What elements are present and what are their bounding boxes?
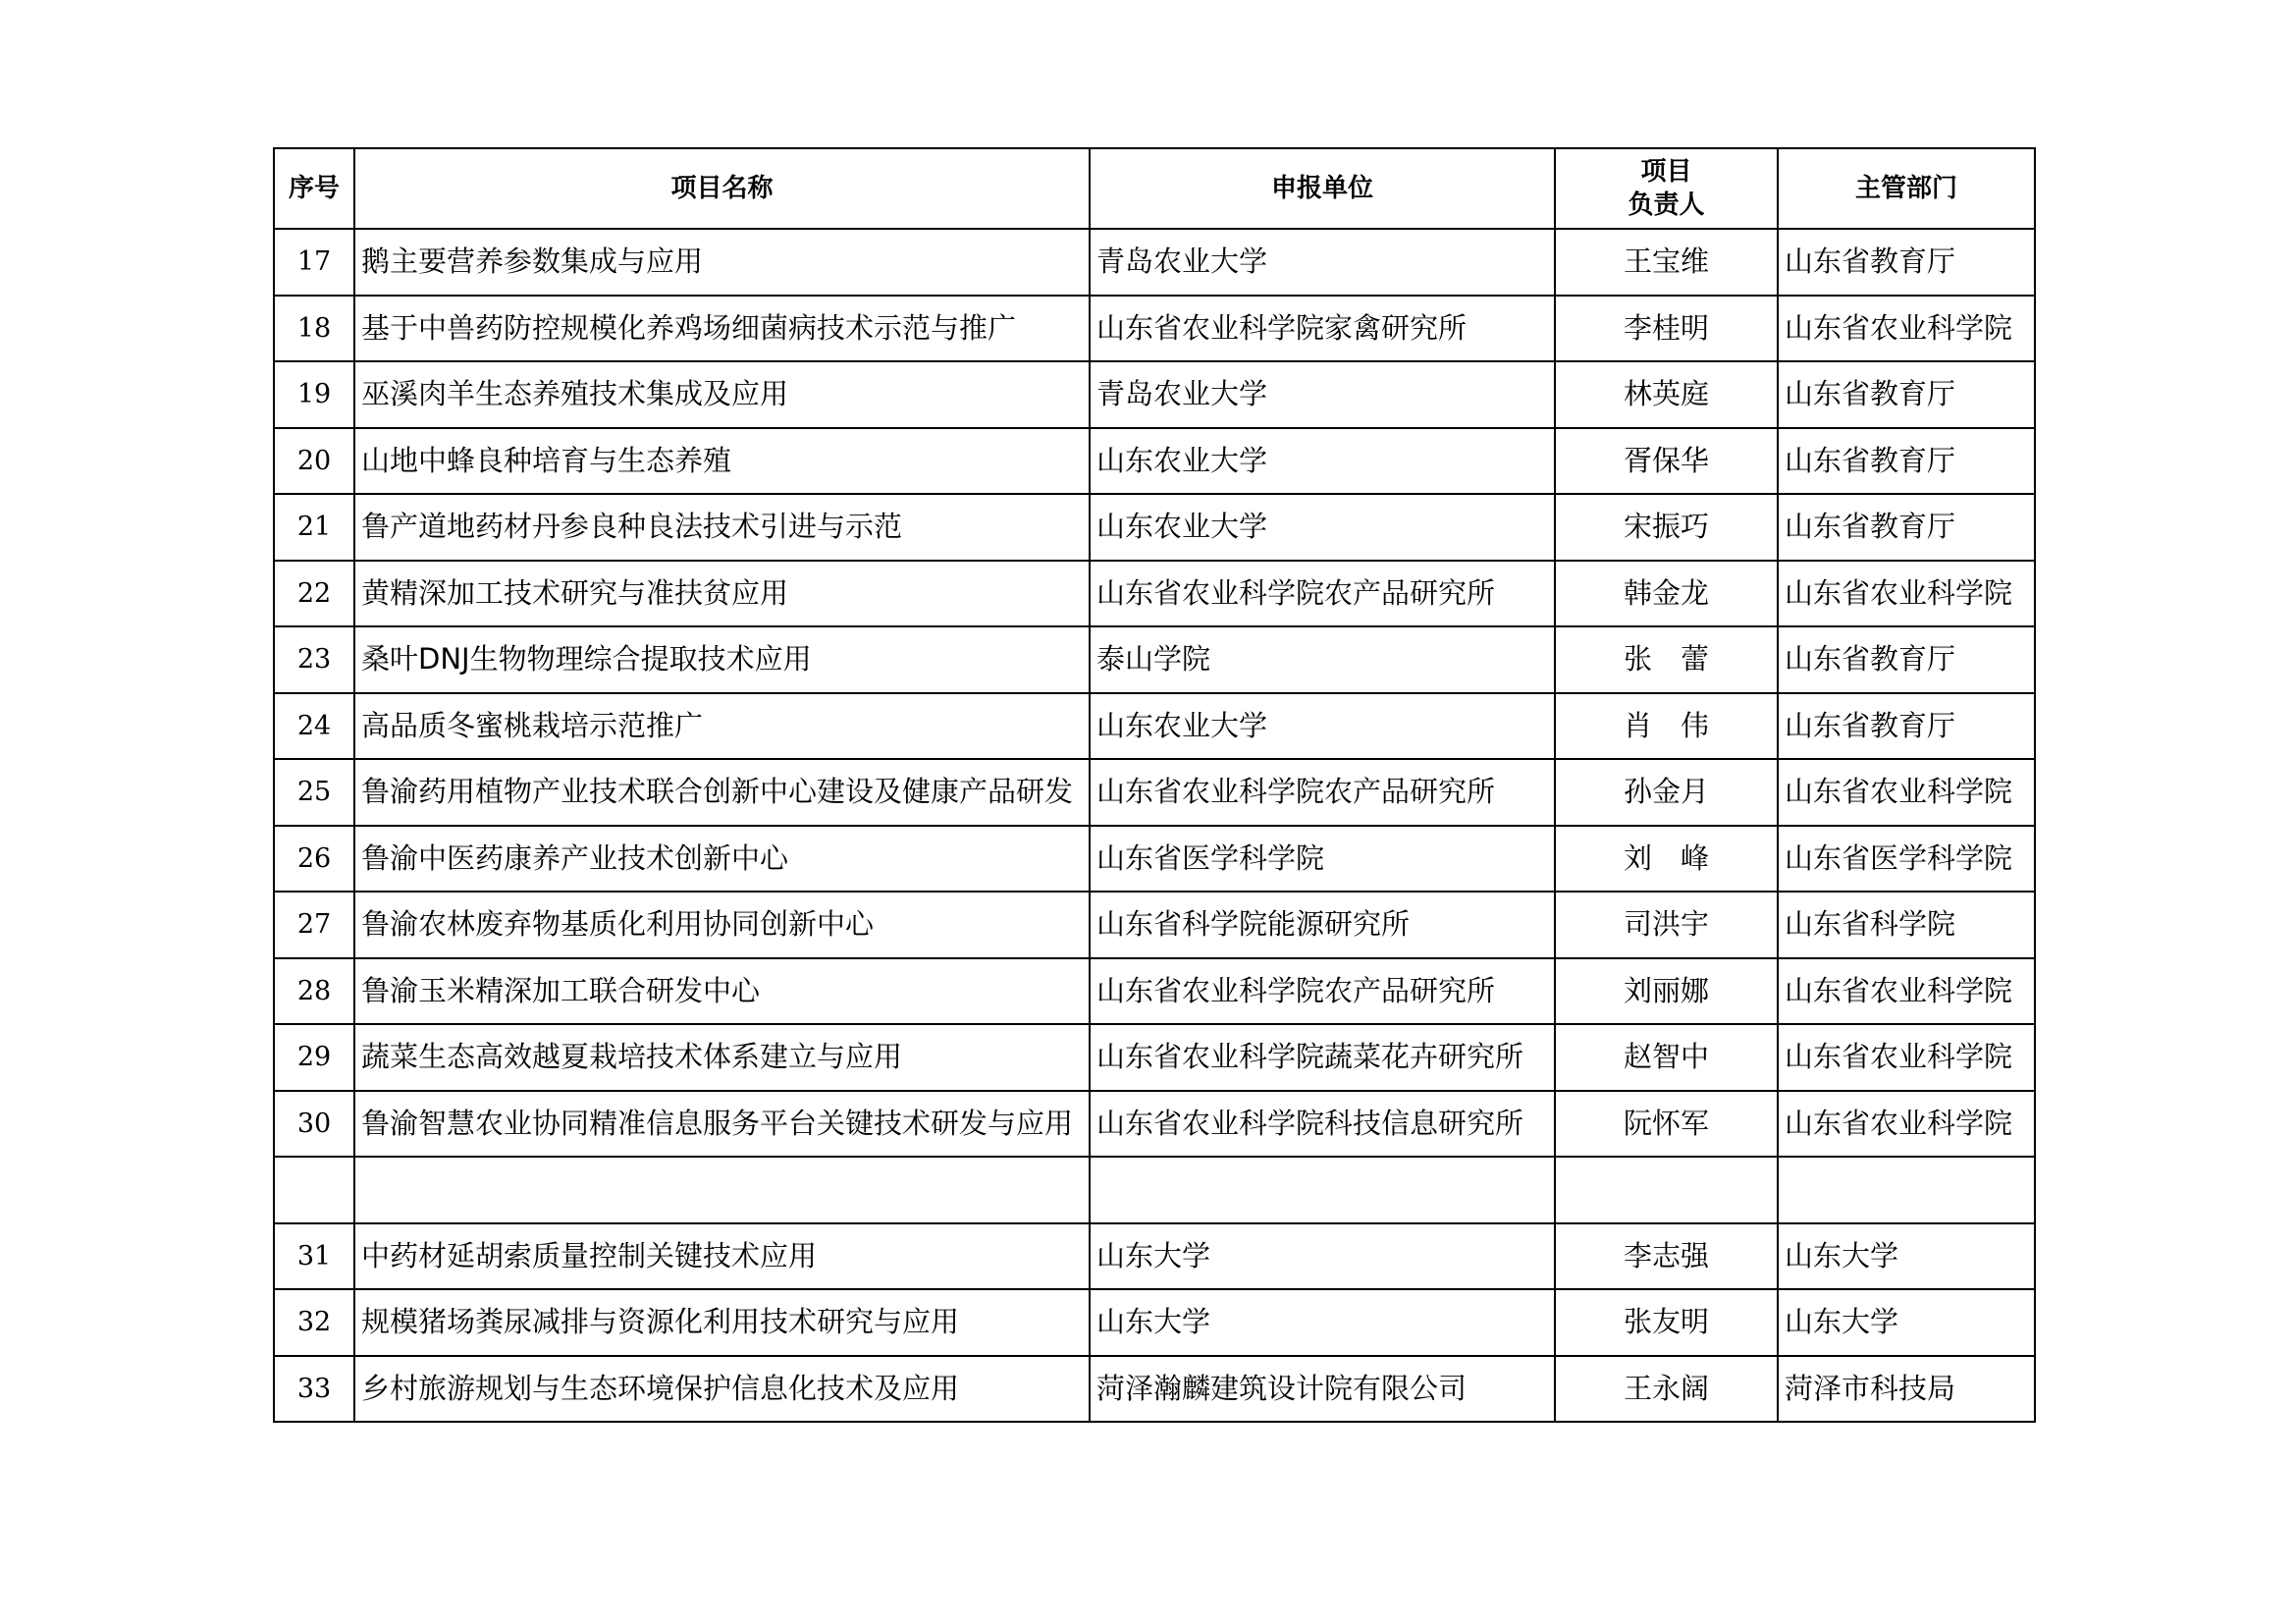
cell-no: 32 — [274, 1289, 354, 1356]
cell-supervising-dept: 山东省教育厅 — [1778, 229, 2035, 296]
table-row — [274, 296, 2035, 362]
cell-no: 19 — [274, 361, 354, 428]
cell-project-leader: 肖 伟 — [1555, 693, 1778, 760]
cell-project-leader: 李桂明 — [1555, 296, 1778, 362]
cell-project-name — [354, 958, 1090, 1025]
cell-applicant-unit-text: 山东省农业科学院农产品研究所 — [1096, 776, 1496, 809]
cell-project-name-text: 鲁渝药用植物产业技术联合创新中心建设及健康产品研发 — [361, 776, 1074, 809]
cell-supervising-dept: 山东省农业科学院 — [1778, 1091, 2035, 1158]
cell-applicant-unit-text: 山东农业大学 — [1096, 511, 1268, 544]
cell-supervising-dept — [1778, 1157, 2035, 1223]
cell-applicant-unit-text: 山东省农业科学院家禽研究所 — [1096, 311, 1468, 345]
cell-project-name-text: 乡村旅游规划与生态环境保护信息化技术及应用 — [361, 1372, 960, 1405]
cell-project-name-text: 鲁渝玉米精深加工联合研发中心 — [361, 974, 761, 1007]
cell-project-name — [354, 229, 1090, 296]
cell-project-name — [354, 693, 1090, 760]
cell-project-leader: 李志强 — [1555, 1223, 1778, 1290]
cell-project-name — [354, 1091, 1090, 1158]
cell-project-name — [354, 892, 1090, 958]
table-row — [274, 1157, 2035, 1223]
cell-project-leader: 韩金龙 — [1555, 561, 1778, 627]
cell-project-name-text: 高品质冬蜜桃栽培示范推广 — [361, 709, 704, 742]
cell-applicant-unit-text: 山东省医学科学院 — [1096, 841, 1325, 875]
cell-project-name-text: 蔬菜生态高效越夏栽培技术体系建立与应用 — [361, 1041, 903, 1074]
cell-project-name — [354, 626, 1090, 693]
header-applicant-unit: 申报单位 — [1090, 148, 1555, 229]
cell-supervising-dept: 山东省教育厅 — [1778, 361, 2035, 428]
cell-project-name-text: 巫溪肉羊生态养殖技术集成及应用 — [361, 378, 789, 411]
cell-applicant-unit — [1090, 229, 1555, 296]
cell-supervising-dept: 山东省教育厅 — [1778, 693, 2035, 760]
cell-project-name — [354, 1356, 1090, 1423]
table-row — [274, 229, 2035, 296]
cell-supervising-dept: 山东省农业科学院 — [1778, 561, 2035, 627]
cell-project-leader: 王宝维 — [1555, 229, 1778, 296]
cell-applicant-unit-text: 山东省农业科学院科技信息研究所 — [1096, 1107, 1524, 1140]
cell-project-name-text: 山地中蜂良种培育与生态养殖 — [361, 444, 732, 477]
header-project-leader-line1: 项目 — [1640, 157, 1692, 187]
cell-no: 24 — [274, 693, 354, 760]
cell-no: 21 — [274, 494, 354, 561]
header-project-leader-line2: 负责人 — [1628, 190, 1705, 220]
header-supervising-dept: 主管部门 — [1778, 148, 2035, 229]
cell-applicant-unit — [1090, 759, 1555, 826]
cell-project-leader — [1555, 1157, 1778, 1223]
cell-project-name — [354, 296, 1090, 362]
cell-project-leader: 张友明 — [1555, 1289, 1778, 1356]
table-row — [274, 561, 2035, 627]
cell-applicant-unit-text: 山东省农业科学院蔬菜花卉研究所 — [1096, 1041, 1524, 1074]
cell-project-name-text: 中药材延胡索质量控制关键技术应用 — [361, 1239, 818, 1272]
table-row — [274, 1289, 2035, 1356]
cell-applicant-unit-text: 青岛农业大学 — [1096, 245, 1268, 279]
cell-applicant-unit-text: 山东农业大学 — [1096, 709, 1268, 742]
cell-project-leader: 宋振巧 — [1555, 494, 1778, 561]
cell-no: 23 — [274, 626, 354, 693]
cell-applicant-unit — [1090, 296, 1555, 362]
project-table — [273, 147, 2036, 1423]
cell-project-name — [354, 561, 1090, 627]
cell-project-leader: 刘 峰 — [1555, 826, 1778, 893]
cell-applicant-unit-text: 山东省农业科学院农产品研究所 — [1096, 974, 1496, 1007]
cell-applicant-unit — [1090, 361, 1555, 428]
cell-project-leader: 司洪宇 — [1555, 892, 1778, 958]
cell-applicant-unit-text: 菏泽瀚麟建筑设计院有限公司 — [1096, 1372, 1468, 1405]
cell-project-leader: 孙金月 — [1555, 759, 1778, 826]
cell-supervising-dept: 山东大学 — [1778, 1223, 2035, 1290]
table-row — [274, 1091, 2035, 1158]
table-row — [274, 826, 2035, 893]
cell-no: 27 — [274, 892, 354, 958]
cell-no — [274, 1157, 354, 1223]
cell-applicant-unit — [1090, 1223, 1555, 1290]
cell-supervising-dept: 山东省教育厅 — [1778, 626, 2035, 693]
cell-project-leader: 刘丽娜 — [1555, 958, 1778, 1025]
cell-applicant-unit — [1090, 626, 1555, 693]
cell-supervising-dept: 山东省教育厅 — [1778, 428, 2035, 495]
cell-project-name-text: 鹅主要营养参数集成与应用 — [361, 245, 704, 279]
cell-project-leader: 林英庭 — [1555, 361, 1778, 428]
cell-project-name-text: 鲁渝智慧农业协同精准信息服务平台关键技术研发与应用 — [361, 1107, 1074, 1140]
header-project-name: 项目名称 — [354, 148, 1090, 229]
table-row — [274, 626, 2035, 693]
cell-applicant-unit — [1090, 1091, 1555, 1158]
cell-applicant-unit — [1090, 1356, 1555, 1423]
cell-project-name-text: 黄精深加工技术研究与准扶贫应用 — [361, 576, 789, 610]
cell-project-name-text: 鲁渝中医药康养产业技术创新中心 — [361, 841, 789, 875]
cell-applicant-unit-text: 山东省科学院能源研究所 — [1096, 908, 1411, 942]
cell-project-name — [354, 1157, 1090, 1223]
table-body — [274, 229, 2035, 1422]
cell-project-leader: 王永阔 — [1555, 1356, 1778, 1423]
cell-project-name — [354, 428, 1090, 495]
cell-project-name-text: 鲁产道地药材丹参良种良法技术引进与示范 — [361, 511, 903, 544]
cell-no: 20 — [274, 428, 354, 495]
cell-applicant-unit — [1090, 1024, 1555, 1091]
table-row — [274, 361, 2035, 428]
cell-supervising-dept: 山东省医学科学院 — [1778, 826, 2035, 893]
cell-project-name-text: 规模猪场粪尿减排与资源化利用技术研究与应用 — [361, 1306, 960, 1339]
cell-project-name — [354, 759, 1090, 826]
cell-no: 17 — [274, 229, 354, 296]
header-no: 序号 — [274, 148, 354, 229]
table-row — [274, 693, 2035, 760]
cell-no: 28 — [274, 958, 354, 1025]
cell-applicant-unit — [1090, 561, 1555, 627]
cell-no: 33 — [274, 1356, 354, 1423]
cell-project-name-text: 桑叶DNJ生物物理综合提取技术应用 — [361, 643, 812, 677]
cell-no: 31 — [274, 1223, 354, 1290]
cell-supervising-dept: 山东省教育厅 — [1778, 494, 2035, 561]
table-row — [274, 428, 2035, 495]
cell-no: 25 — [274, 759, 354, 826]
cell-applicant-unit — [1090, 892, 1555, 958]
cell-supervising-dept: 山东省农业科学院 — [1778, 296, 2035, 362]
cell-project-name — [354, 494, 1090, 561]
cell-project-name-text: 基于中兽药防控规模化养鸡场细菌病技术示范与推广 — [361, 311, 1017, 345]
cell-applicant-unit — [1090, 693, 1555, 760]
cell-applicant-unit-text: 山东农业大学 — [1096, 444, 1268, 477]
cell-applicant-unit — [1090, 1157, 1555, 1223]
table-row — [274, 1024, 2035, 1091]
cell-project-name-text: 鲁渝农林废弃物基质化利用协同创新中心 — [361, 908, 875, 942]
table-row — [274, 494, 2035, 561]
cell-no: 26 — [274, 826, 354, 893]
cell-project-leader: 胥保华 — [1555, 428, 1778, 495]
cell-applicant-unit — [1090, 1289, 1555, 1356]
cell-project-name — [354, 1223, 1090, 1290]
cell-supervising-dept: 山东省农业科学院 — [1778, 759, 2035, 826]
cell-no: 22 — [274, 561, 354, 627]
cell-project-name — [354, 1289, 1090, 1356]
table-header-row — [274, 148, 2035, 229]
table-row — [274, 892, 2035, 958]
cell-applicant-unit — [1090, 826, 1555, 893]
cell-applicant-unit-text: 山东大学 — [1096, 1239, 1211, 1272]
cell-project-name — [354, 826, 1090, 893]
cell-project-name — [354, 1024, 1090, 1091]
cell-supervising-dept: 山东省农业科学院 — [1778, 1024, 2035, 1091]
cell-applicant-unit — [1090, 428, 1555, 495]
cell-applicant-unit-text: 泰山学院 — [1096, 643, 1211, 677]
cell-supervising-dept: 山东省科学院 — [1778, 892, 2035, 958]
cell-applicant-unit-text: 青岛农业大学 — [1096, 378, 1268, 411]
cell-project-leader: 赵智中 — [1555, 1024, 1778, 1091]
table-row — [274, 958, 2035, 1025]
cell-supervising-dept: 山东省农业科学院 — [1778, 958, 2035, 1025]
cell-applicant-unit-text: 山东大学 — [1096, 1306, 1211, 1339]
cell-supervising-dept: 菏泽市科技局 — [1778, 1356, 2035, 1423]
table-row — [274, 1356, 2035, 1423]
cell-supervising-dept: 山东大学 — [1778, 1289, 2035, 1356]
project-table-sheet — [273, 147, 2034, 1423]
cell-no: 29 — [274, 1024, 354, 1091]
cell-applicant-unit — [1090, 494, 1555, 561]
table-row — [274, 1223, 2035, 1290]
cell-project-name — [354, 361, 1090, 428]
cell-no: 18 — [274, 296, 354, 362]
table-row — [274, 759, 2035, 826]
cell-applicant-unit-text: 山东省农业科学院农产品研究所 — [1096, 576, 1496, 610]
cell-applicant-unit — [1090, 958, 1555, 1025]
cell-no: 30 — [274, 1091, 354, 1158]
header-project-leader — [1555, 148, 1778, 229]
cell-project-leader: 阮怀军 — [1555, 1091, 1778, 1158]
cell-project-leader: 张 蕾 — [1555, 626, 1778, 693]
